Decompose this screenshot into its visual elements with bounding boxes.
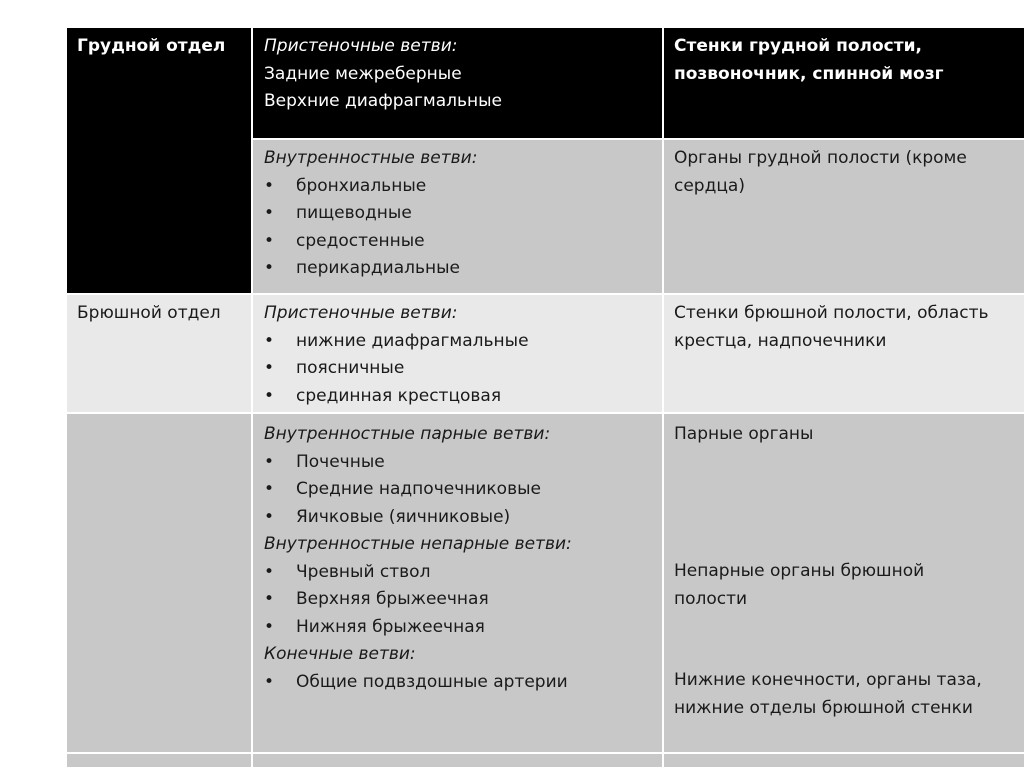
list-item: • Общие подвздошные артерии — [264, 669, 651, 697]
list-item: • бронхиальные — [264, 173, 651, 201]
abdominal-visceral-paired-list — [264, 449, 651, 532]
abdominal-visceral-cell — [253, 414, 662, 752]
thoracic-parietal-line: Задние межреберные — [264, 63, 462, 84]
list-item: • срединная крестцовая — [264, 383, 651, 411]
abdominal-visceral-unpaired-title: Внутренностные непарные ветви: — [264, 534, 572, 554]
abdominal-terminal-target: Нижние конечности, органы таза, нижние отделы брюшной стенки — [674, 670, 982, 718]
abdominal-section-cell — [67, 295, 251, 412]
bottom-row-cell — [664, 754, 1024, 767]
abdominal-unpaired-target: Непарные органы брюшной полости — [674, 561, 925, 609]
thoracic-visceral-target-cell — [664, 140, 1024, 293]
thoracic-parietal-target: Стенки грудной полости, позвоночник, спинной мозг — [674, 36, 944, 84]
list-item: • Почечные — [264, 449, 651, 477]
list-item: • Верхняя брыжеечная — [264, 586, 651, 614]
thoracic-visceral-title: Внутренностные ветви: — [264, 148, 478, 168]
thoracic-section-label: Грудной отдел — [77, 36, 226, 56]
thoracic-visceral-target: Органы грудной полости (кроме сердца) — [674, 148, 967, 196]
list-item: • поясничные — [264, 355, 651, 383]
list-item: • пищеводные — [264, 200, 651, 228]
abdominal-parietal-cell — [253, 295, 662, 412]
thoracic-visceral-list — [264, 173, 651, 283]
list-item: • нижние диафрагмальные — [264, 328, 651, 356]
thoracic-parietal-title: Пристеночные ветви: — [264, 36, 458, 56]
abdominal-parietal-target-cell — [664, 295, 1024, 412]
bottom-row-cell — [67, 754, 251, 767]
list-item: • перикардиальные — [264, 255, 651, 283]
abdominal-parietal-target: Стенки брюшной полости, область крестца, надпочечники — [674, 303, 989, 351]
abdominal-paired-target: Парные органы — [674, 424, 814, 444]
abdominal-terminal-title: Конечные ветви: — [264, 644, 416, 664]
thoracic-parietal-cell — [253, 28, 662, 138]
thoracic-section-cell — [67, 28, 251, 293]
thoracic-parietal-line: Верхние диафрагмальные — [264, 91, 503, 111]
abdominal-parietal-title: Пристеночные ветви: — [264, 303, 458, 323]
thoracic-parietal-target-cell — [664, 28, 1024, 138]
list-item: • Средние надпочечниковые — [264, 476, 651, 504]
abdominal-parietal-list — [264, 328, 651, 411]
abdominal-section-label: Брюшной отдел — [77, 303, 221, 323]
thoracic-visceral-cell — [253, 140, 662, 293]
list-item: • Нижняя брыжеечная — [264, 614, 651, 642]
abdominal-visceral-target-cell — [664, 414, 1024, 752]
abdominal-empty-cell — [67, 414, 251, 752]
abdominal-visceral-paired-title: Внутренностные парные ветви: — [264, 424, 551, 444]
bottom-row-cell — [253, 754, 662, 767]
list-item: • Чревный ствол — [264, 559, 651, 587]
abdominal-visceral-unpaired-list — [264, 559, 651, 642]
list-item: • средостенные — [264, 228, 651, 256]
list-item: • Яичковые (яичниковые) — [264, 504, 651, 532]
abdominal-terminal-list — [264, 669, 651, 697]
